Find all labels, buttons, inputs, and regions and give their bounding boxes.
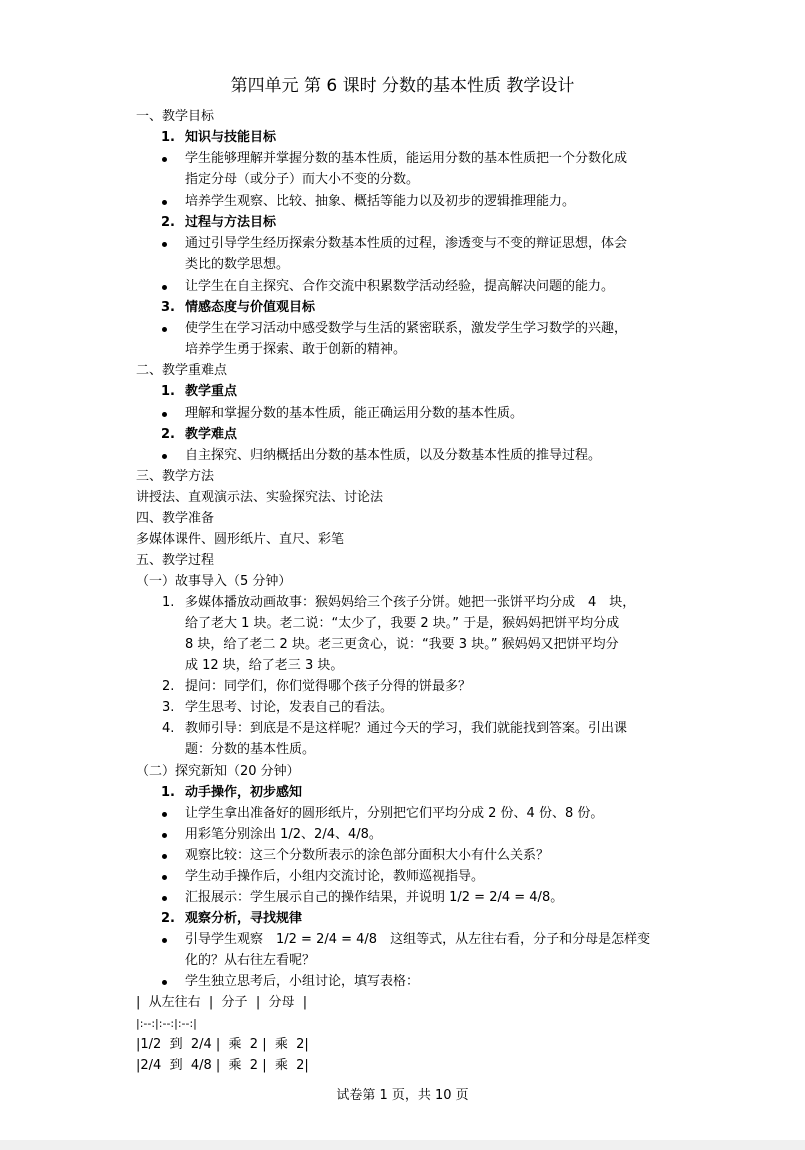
document-page: 第四单元 第 6 课时 分数的基本性质 教学设计 一、教学目标 1. 知识与技能目标 学生能够理解并掌握分数的基本性质，能运用分数的基本性质把一个分数化成 指定分母（或分子）而大小不变的分数。 培养学生观察、比较、抽象、概括等能力以及初步的逻辑推理能力。 2. 过程与方法目标 通过引导学生经历探索分数基本性质的过程，渗透变与不变的辩证思想，体会 类比的数学思想。 让学生在自主探究、合作交流中积累数学活动经验，提高解决问题的能力。 3. 情感态度与价值观目标 使学生在学习活动中感受数学与生活的紧密联系，激发学生学习数学的兴趣， 培养学生勇于探索、敢于创新的精神。 二、教学重难点 1. 教学重点 理解和掌握分数的基本性质，能正确运用分数的基本性质。 2. 教学难点 自主探究、归纳概括出分数的基本性质，以及分数基本性质的推导过程。 三、教学方法 讲授法、直观演示法、实验探究法、讨论法 四、教学准备 多媒体课件、圆形纸片、直尺、彩笔 五、教学过程 （一）故事导入（5 分钟） 1. 多媒体播放动画故事：猴妈妈给三个孩子分饼。她把一张饼平均分成 4 块， 给了老大 1 块。老二说：“太少了，我要 2 块。” 于是，猴妈妈把饼平均分成 8 块，给了老二 2 块。老三更贪心，说：“我要 3 块。” 猴妈妈又把饼平均分 成 12 块，给了老三 3 块。 2. 提问：同学们，你们觉得哪个孩子分得的饼最多？ 3. 学生思考、讨论，发表自己的看法。 4. 教师引导：到底是不是这样呢？通过今天的学习，我们就能找到答案。引出课 题：分数的基本性质。 （二）探究新知（20 分钟） 1. 动手操作，初步感知 让学生拿出准备好的圆形纸片，分别把它们平均分成 2 份、4 份、8 份。 用彩笔分别涂出 1/2、2/4、4/8。 观察比较：这三个分数所表示的涂色部分面积大小有什么关系？ 学生动手操作后，小组内交流讨论，教师巡视指导。 汇报展示：学生展示自己的操作结果，并说明 1/2 = 2/4 = 4/8。 2. 观察分析，寻找规律 引导学生观察 1/2 = 2/4 = 4/8 这组等式，从左往右看，分子和分母是怎样变 化的？从右往左看呢？ 学生独立思考后，小组讨论，填写表格： | 从左往右 | 分子 | 分母 | |:--:|:--:|:--:| |1/2 到 2/4 | 乘 2 | 乘 2| |2/4 到 4/8 | 乘 2 | 乘 2| 试卷第 1 页，共 10 页 [0, 0, 805, 1150]
document-title: 第四单元 第 6 课时 分数的基本性质 教学设计 [230, 76, 575, 96]
bullet-icon [162, 412, 167, 417]
page-bottom-edge [0, 1140, 805, 1150]
bullet-icon [162, 833, 167, 838]
bullet-icon [162, 875, 167, 880]
page-footer: 试卷第 1 页，共 10 页 [336, 1088, 469, 1103]
bullet-icon [162, 896, 167, 901]
bullet-icon [162, 454, 167, 459]
bullet-icon [162, 812, 167, 817]
bullet-icon [162, 285, 167, 290]
bullet-icon [162, 242, 167, 247]
bullet-icon [162, 327, 167, 332]
bullet-icon [162, 200, 167, 205]
bullet-icon [162, 854, 167, 859]
bullet-icon [162, 980, 167, 985]
bullet-icon [162, 157, 167, 162]
bullet-icon [162, 938, 167, 943]
